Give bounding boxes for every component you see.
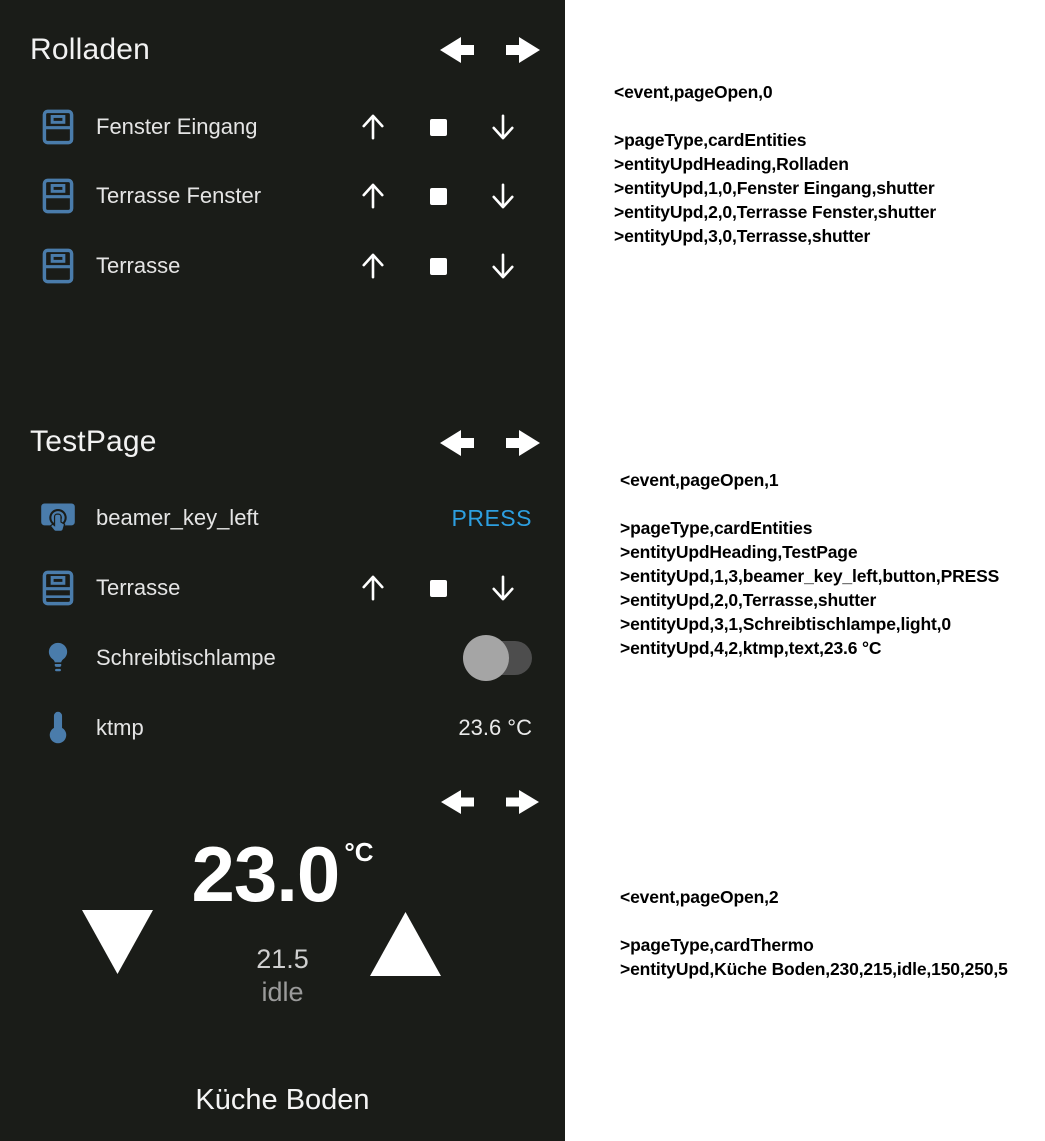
log-line: >entityUpd,4,2,ktmp,text,23.6 °C xyxy=(620,638,882,658)
nav-prev-button[interactable] xyxy=(437,428,477,458)
log-line: >entityUpd,1,3,beamer_key_left,button,PRESS xyxy=(620,566,1000,586)
stop-icon xyxy=(430,258,447,275)
log-line xyxy=(620,909,1008,933)
arrow-right-icon xyxy=(503,787,543,817)
arrow-down-icon xyxy=(490,573,516,603)
log-line: >entityUpd,2,0,Terrasse Fenster,shutter xyxy=(614,202,937,222)
shutter-icon xyxy=(40,248,76,284)
arrow-down-icon xyxy=(490,181,516,211)
shutter-down-button[interactable] xyxy=(488,249,518,283)
entity-row xyxy=(40,634,532,682)
current-temperature-value: 23.0 xyxy=(191,830,340,918)
entity-label: Schreibtischlampe xyxy=(96,645,276,670)
nav-prev-button[interactable] xyxy=(437,35,477,65)
lightbulb-icon xyxy=(40,641,76,675)
arrow-up-icon xyxy=(360,112,386,142)
log-line: >entityUpdHeading,Rolladen xyxy=(614,154,849,174)
entity-row xyxy=(40,494,532,542)
log-block-page1 xyxy=(620,468,999,660)
entity-label: beamer_key_left xyxy=(96,505,259,530)
log-line: >entityUpd,1,0,Fenster Eingang,shutter xyxy=(614,178,935,198)
shutter-controls xyxy=(358,564,518,612)
log-line: >entityUpd,3,1,Schreibtischlampe,light,0 xyxy=(620,614,951,634)
entity-row xyxy=(40,242,532,290)
nav-prev-button[interactable] xyxy=(437,787,477,817)
arrow-left-icon xyxy=(437,787,477,817)
card-heading: Rolladen xyxy=(30,33,151,66)
log-line xyxy=(620,492,999,516)
stop-icon xyxy=(430,188,447,205)
entity-row xyxy=(40,103,532,151)
arrow-right-icon xyxy=(503,428,543,458)
shutter-controls xyxy=(358,103,518,151)
log-line: <event,pageOpen,2 xyxy=(620,887,779,907)
stop-icon xyxy=(430,119,447,136)
arrow-left-icon xyxy=(437,35,477,65)
entity-label: Terrasse Fenster xyxy=(96,183,262,208)
shutter-down-button[interactable] xyxy=(488,571,518,605)
log-line: >entityUpd,Küche Boden,230,215,idle,150,250,5 xyxy=(620,959,1008,979)
target-temperature: 21.5 xyxy=(256,944,309,974)
nav-next-button[interactable] xyxy=(503,428,543,458)
shutter-up-button[interactable] xyxy=(358,179,388,213)
log-line: <event,pageOpen,1 xyxy=(620,470,779,490)
light-toggle[interactable] xyxy=(470,641,532,675)
stop-icon xyxy=(430,580,447,597)
log-line xyxy=(614,104,936,128)
log-block-page0 xyxy=(614,80,936,248)
arrow-up-icon xyxy=(360,181,386,211)
card-nav xyxy=(437,35,543,65)
nav-next-button[interactable] xyxy=(503,35,543,65)
press-button[interactable]: PRESS xyxy=(452,494,532,542)
card-nav xyxy=(437,787,543,817)
card-nav xyxy=(437,428,543,458)
current-temperature xyxy=(0,830,565,918)
shutter-stop-button[interactable] xyxy=(423,110,453,144)
shutter-icon xyxy=(40,570,76,606)
shutter-up-button[interactable] xyxy=(358,249,388,283)
shutter-up-button[interactable] xyxy=(358,110,388,144)
toggle-knob xyxy=(463,635,509,681)
log-line: <event,pageOpen,0 xyxy=(614,82,773,102)
entity-label: ktmp xyxy=(96,715,144,740)
shutter-controls xyxy=(358,242,518,290)
card-heading: TestPage xyxy=(30,425,157,458)
entity-label: Terrasse xyxy=(96,575,181,600)
thermometer-icon xyxy=(40,710,76,746)
nav-next-button[interactable] xyxy=(503,787,543,817)
arrow-up-icon xyxy=(360,251,386,281)
shutter-stop-button[interactable] xyxy=(423,249,453,283)
shutter-icon xyxy=(40,178,76,214)
arrow-right-icon xyxy=(503,35,543,65)
temperature-unit: °C xyxy=(344,837,374,867)
entity-label: Terrasse xyxy=(96,253,181,278)
arrow-up-icon xyxy=(360,573,386,603)
shutter-stop-button[interactable] xyxy=(423,571,453,605)
log-line: >entityUpdHeading,TestPage xyxy=(620,542,858,562)
arrow-down-icon xyxy=(490,251,516,281)
entity-value: 23.6 °C xyxy=(458,715,532,740)
entity-row xyxy=(40,564,532,612)
log-line: >pageType,cardEntities xyxy=(620,518,813,538)
log-line: >entityUpd,2,0,Terrasse,shutter xyxy=(620,590,877,610)
shutter-stop-button[interactable] xyxy=(423,179,453,213)
log-line: >pageType,cardThermo xyxy=(620,935,814,955)
entity-row xyxy=(40,172,532,220)
log-line: >pageType,cardEntities xyxy=(614,130,807,150)
entity-label: Fenster Eingang xyxy=(96,114,258,139)
hvac-state: idle xyxy=(261,977,304,1007)
arrow-down-icon xyxy=(490,112,516,142)
shutter-up-button[interactable] xyxy=(358,571,388,605)
entity-row xyxy=(40,704,532,752)
thermostat-title: Küche Boden xyxy=(195,1084,370,1116)
shutter-down-button[interactable] xyxy=(488,110,518,144)
shutter-icon xyxy=(40,109,76,145)
log-line: >entityUpd,3,0,Terrasse,shutter xyxy=(614,226,871,246)
shutter-down-button[interactable] xyxy=(488,179,518,213)
log-block-page2 xyxy=(620,885,1008,981)
arrow-left-icon xyxy=(437,428,477,458)
tap-button-icon xyxy=(40,502,76,534)
shutter-controls xyxy=(358,172,518,220)
